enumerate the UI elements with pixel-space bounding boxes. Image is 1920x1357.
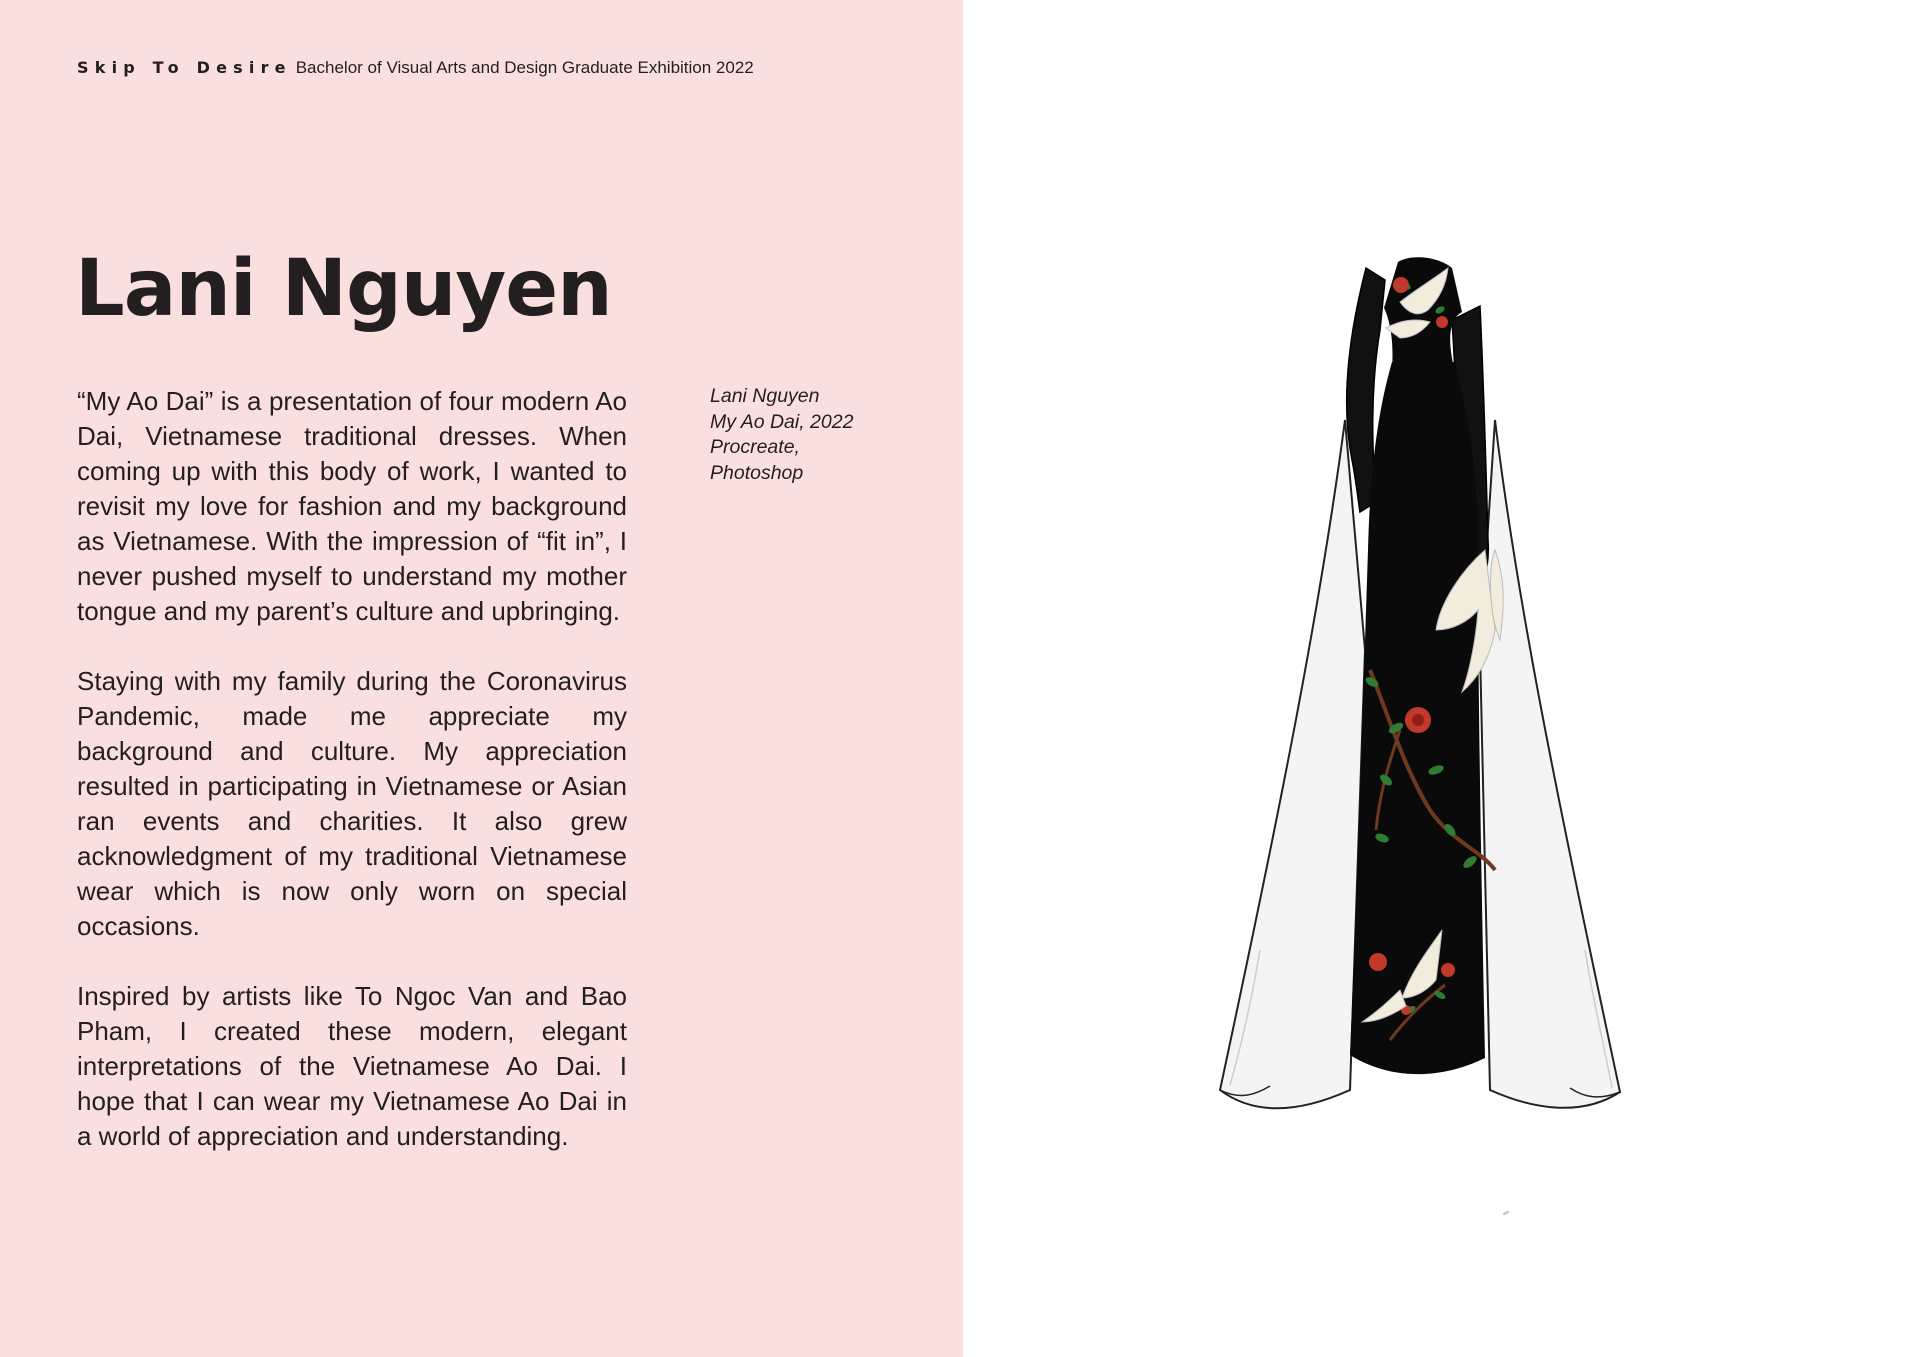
exhibition-brand: Skip To Desire (77, 58, 292, 77)
caption-title-year: My Ao Dai, 2022 (710, 410, 854, 433)
exhibition-subtitle: Bachelor of Visual Arts and Design Graduate Exhibition 2022 (295, 58, 754, 77)
caption-artist: Lani Nguyen (710, 385, 820, 407)
white-panel-left (1220, 420, 1365, 1108)
header (77, 58, 754, 78)
caption-medium-1: Procreate, (710, 436, 800, 458)
ao-dai-illustration (1200, 250, 1640, 1120)
caption-medium-2: Photoshop (710, 461, 804, 484)
white-panel-right (1480, 420, 1620, 1108)
statement-paragraph-3: Inspired by artists like To Ngoc Van and Bao Pham, I created these modern, elegant interpretations of the Vietnamese Ao Dai. I hope that I can wear my Vietnamese Ao Dai in a world of appreciation and understanding. (77, 981, 627, 1151)
artist-name: Lani Nguyen (75, 244, 612, 334)
decorative-speck (1503, 1211, 1509, 1216)
statement-paragraph-1: “My Ao Dai” is a presentation of four modern Ao Dai, Vietnamese traditional dresses. When coming up with this body of work, I wanted to revisit my love for fashion and my background as Vietnamese. With the impression of “fit in”, I never pushed myself to understand my mother tongue and my parent’s culture and upbringing. (77, 386, 627, 626)
artwork-caption (710, 384, 910, 486)
artist-statement (77, 384, 627, 1189)
statement-paragraph-2: Staying with my family during the Coronavirus Pandemic, made me appreciate my background and culture. My appreciation resulted in participating in Vietnamese or Asian ran events and charities. It also grew acknowledgment of my traditional Vietnamese wear which is now only worn on special occasions. (77, 666, 627, 941)
